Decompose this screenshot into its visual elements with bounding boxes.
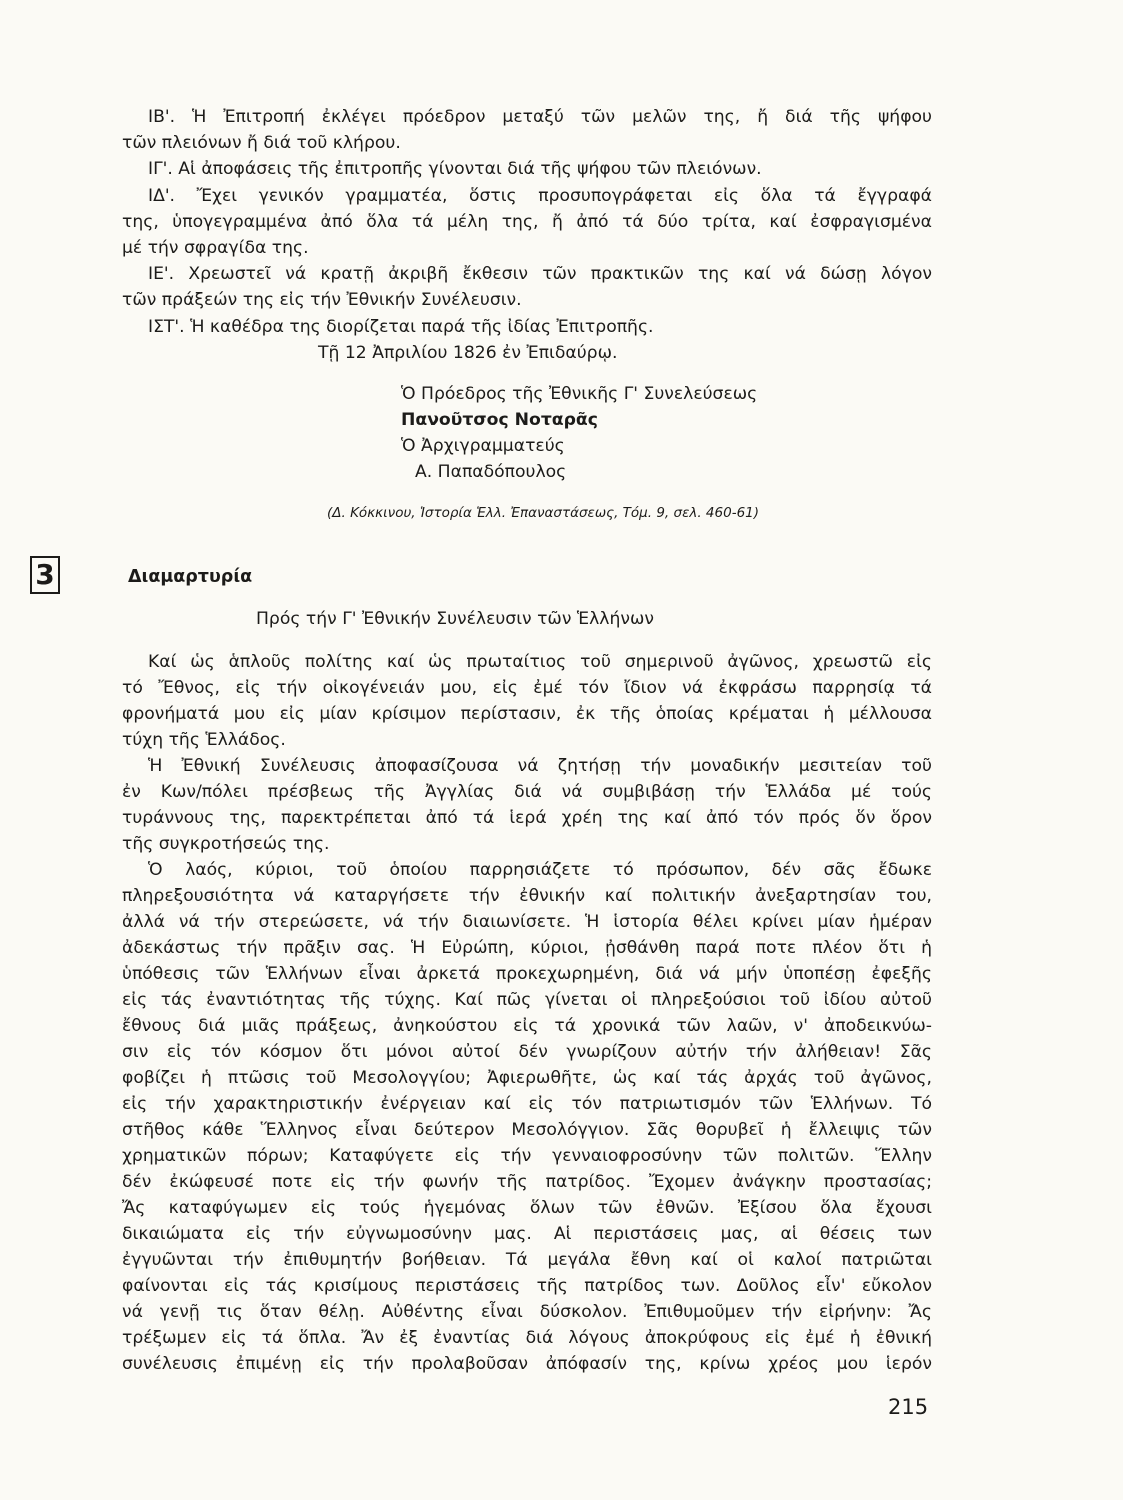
article-15-line-2: τῶν πράξεών της εἰς τήν Ἐθνικήν Συνέλευσιν.	[122, 290, 522, 310]
body-line: Καί ὡς ἁπλοῦς πολίτης καί ὡς πρωταίτιος τοῦ σημερινοῦ ἀγῶνος, χρεωστῶ εἰς	[148, 652, 932, 672]
body-line: νά γενῇ τις ὅταν θέλῃ. Αὐθέντης εἶναι δύσκολον. Ἐπιθυμοῦμεν τήν εἰρήνην: Ἄς	[122, 1302, 932, 1322]
body-line: τυράννους της, παρεκτρέπεται ἀπό τά ἱερά χρέη της καί ἀπό τόν πρός ὅν ὅρον	[122, 808, 932, 828]
body-line: τῆς συγκροτήσεώς της.	[122, 834, 330, 854]
body-line: ὑπόθεσις τῶν Ἑλλήνων εἶναι ἀρκετά προκεχωρημένη, διά νά μήν ὑποπέσῃ ἐφεξῆς	[122, 964, 932, 984]
body-line: φαίνονται εἰς τάς κρισίμους περιστάσεις τῆς πατρίδος των. Δοῦλος εἶν' εὔκολον	[122, 1276, 932, 1296]
body-line: χρηματικῶν πόρων; Καταφύγετε εἰς τήν γενναιοφροσύνην τῶν πολιτῶν. Ἕλλην	[122, 1146, 932, 1166]
article-15-line-1: ΙΕ'. Χρεωστεῖ νά κρατῇ ἀκριβῆ ἔκθεσιν τῶν πρακτικῶν της καί νά δώσῃ λόγον	[148, 264, 932, 284]
signature-name-secretary: Α. Παπαδόπουλος	[415, 462, 567, 482]
body-line: σιν εἰς τόν κόσμον ὅτι μόνοι αὐτοί δέν γνωρίζουν αὐτήν τήν ἀλήθειαν! Σᾶς	[122, 1042, 932, 1062]
body-line: εἰς τάς ἐναντιότητας τῆς τύχης. Καί πῶς γίνεται οἱ πληρεξούσιοι τοῦ ἰδίου αὐτοῦ	[122, 990, 932, 1010]
body-line: ἀλλά νά τήν στερεώσετε, νά τήν διαιωνίσετε. Ἡ ἱστορία θέλει κρίνει μίαν ἡμέραν	[122, 912, 932, 932]
signature-role-secretary: Ὁ Ἀρχιγραμματεύς	[401, 436, 565, 456]
address-line: Πρός τήν Γ' Ἐθνικήν Συνέλευσιν τῶν Ἑλλήνων	[256, 609, 654, 629]
section-number-box: 3	[30, 556, 60, 594]
body-line: συνέλευσις ἐπιμένῃ εἰς τήν προλαβοῦσαν ἀπόφασίν της, κρίνω χρέος μου ἱερόν	[122, 1354, 932, 1374]
body-line: τό Ἔθνος, εἰς τήν οἰκογένειάν μου, εἰς ἐμέ τόν ἴδιον νά ἐκφράσω παρρησίᾳ τά	[122, 678, 932, 698]
body-line: τύχη τῆς Ἑλλάδος.	[122, 730, 286, 750]
body-line: δέν ἐκώφευσέ ποτε εἰς τήν φωνήν τῆς πατρίδος. Ἔχομεν ἀνάγκην προστασίας;	[122, 1172, 932, 1192]
body-line: ἐγγυῶνται τήν ἐπιθυμητήν βοήθειαν. Τά μεγάλα ἔθνη καί οἱ καλοί πατριῶται	[122, 1250, 932, 1270]
body-line: ἐν Κων/πόλει πρέσβεως τῆς Ἀγγλίας διά νά συμβιβάσῃ τήν Ἑλλάδα μέ τούς	[122, 782, 932, 802]
body-line: φρονήματά μου εἰς μίαν κρίσιμον περίστασιν, ἐκ τῆς ὁποίας κρέμαται ἡ μέλλουσα	[122, 704, 932, 724]
article-12-line-2: τῶν πλειόνων ἤ διά τοῦ κλήρου.	[122, 133, 401, 153]
body-line: Ὁ λαός, κύριοι, τοῦ ὁποίου παρρησιάζετε τό πρόσωπον, δέν σᾶς ἔδωκε	[148, 860, 932, 880]
section-title: Διαμαρτυρία	[128, 567, 253, 587]
body-line: πληρεξουσιότητα νά καταργήσετε τήν ἐθνικήν καί πολιτικήν ἀνεξαρτησίαν του,	[122, 886, 932, 906]
page-number: 215	[888, 1395, 929, 1419]
date-line: Τῇ 12 Ἀπριλίου 1826 ἐν Ἐπιδαύρῳ.	[318, 343, 618, 363]
article-12-line-1: ΙΒ'. Ἡ Ἐπιτροπή ἐκλέγει πρόεδρον μεταξύ τῶν μελῶν της, ἤ διά τῆς ψήφου	[148, 107, 932, 127]
article-14-line-2: της, ὑπογεγραμμένα ἀπό ὅλα τά μέλη της, ἤ ἀπό τά δύο τρίτα, καί ἐσφραγισμένα	[122, 212, 932, 232]
signature-name-president: Πανοῦτσος Νοταρᾶς	[401, 410, 598, 430]
body-line: ἀδεκάστως τήν πρᾶξιν σας. Ἡ Εὐρώπη, κύριοι, ᾐσθάνθη παρά ποτε πλέον ὅτι ἡ	[122, 938, 932, 958]
body-line: δικαιώματα εἰς τήν εὐγνωμοσύνην μας. Αἱ περιστάσεις μας, αἱ θέσεις των	[122, 1224, 932, 1244]
article-14-line-1: ΙΔ'. Ἔχει γενικόν γραμματέα, ὅστις προσυπογράφεται εἰς ὅλα τά ἔγγραφά	[148, 186, 932, 206]
body-line: τρέξωμεν εἰς τά ὅπλα. Ἄν ἐξ ἐναντίας διά λόγους ἀποκρύφους εἰς ἐμέ ἡ ἐθνική	[122, 1328, 932, 1348]
article-13-line: ΙΓ'. Αἱ ἀποφάσεις τῆς ἐπιτροπῆς γίνονται διά τῆς ψήφου τῶν πλειόνων.	[148, 159, 762, 179]
body-line: Ἄς καταφύγωμεν εἰς τούς ἡγεμόνας ὅλων τῶν ἐθνῶν. Ἐξίσου ὅλα ἔχουσι	[122, 1198, 932, 1218]
body-line: εἰς τήν χαρακτηριστικήν ἐνέργειαν καί εἰς τόν πατριωτισμόν τῶν Ἑλλήνων. Τό	[122, 1094, 932, 1114]
article-16-line: ΙΣΤ'. Ἡ καθέδρα της διορίζεται παρά τῆς ἰδίας Ἐπιτροπῆς.	[148, 317, 654, 337]
body-line: Ἡ Ἐθνική Συνέλευσις ἀποφασίζουσα νά ζητήσῃ τήν μοναδικήν μεσιτείαν τοῦ	[148, 756, 932, 776]
body-line: ἔθνους διά μιᾶς πράξεως, ἀνηκούστου εἰς τά χρονικά τῶν λαῶν, ν' ἀποδεικνύω-	[122, 1016, 932, 1036]
signature-role-president: Ὁ Πρόεδρος τῆς Ἐθνικῆς Γ' Συνελεύσεως	[401, 384, 758, 404]
citation: (Δ. Κόκκινου, Ἱστορία Ἑλλ. Ἐπαναστάσεως, Τόμ. 9, σελ. 460-61)	[327, 505, 760, 521]
body-line: φοβίζει ἡ πτῶσις τοῦ Μεσολογγίου; Ἀφιερωθῆτε, ὡς καί τάς ἀρχάς τοῦ ἀγῶνος,	[122, 1068, 932, 1088]
body-line: στῆθος κάθε Ἕλληνος εἶναι δεύτερον Μεσολόγγιον. Σᾶς θορυβεῖ ἡ ἔλλειψις τῶν	[122, 1120, 932, 1140]
article-14-line-3: μέ τήν σφραγίδα της.	[122, 238, 309, 258]
